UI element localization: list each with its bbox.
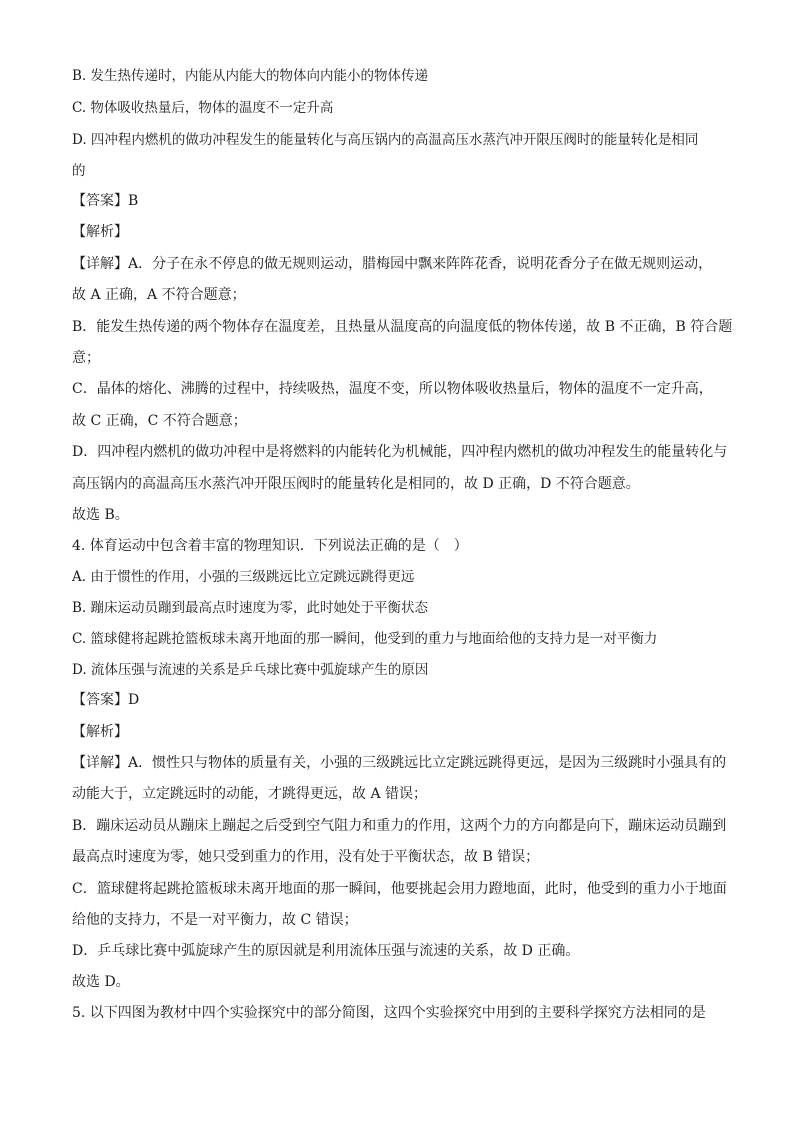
explanation-line: 故 C 正确，C 不符合题意； bbox=[72, 413, 247, 429]
question-4-option-b: B. 蹦床运动员蹦到最高点时速度为零，此时她处于平衡状态 bbox=[72, 600, 429, 616]
explanation-line: 【详解】A．惯性只与物体的质量有关，小强的三级跳远比立定跳远跳得更远，是因为三级跳时小强具有的 bbox=[72, 755, 727, 771]
option-b-line: B. 发生热传递时，内能从内能大的物体向内能小的物体传递 bbox=[72, 68, 429, 84]
analysis-label: 【解析】 bbox=[72, 724, 128, 740]
question-4-stem: 4. 体育运动中包含着丰富的物理知识．下列说法正确的是（ ） bbox=[72, 538, 468, 554]
explanation-line: 高压锅内的高温高压水蒸汽冲开限压阀时的能量转化是相同的，故 D 正确，D 不符合题意。 bbox=[72, 476, 640, 492]
option-c-line: C. 物体吸收热量后，物体的温度不一定升高 bbox=[72, 100, 334, 116]
answer-label: 【答案】B bbox=[72, 193, 139, 209]
option-d-line: D. 四冲程内燃机的做功冲程发生的能量转化与高压锅内的高温高压水蒸汽冲开限压阀时的能量转化是相同 bbox=[72, 132, 699, 148]
question-4-option-d: D. 流体压强与流速的关系是乒乓球比赛中弧旋球产生的原因 bbox=[72, 662, 429, 678]
conclusion-line: 故选 B。 bbox=[72, 507, 129, 523]
explanation-line: 意； bbox=[72, 350, 100, 366]
question-4-option-a: A. 由于惯性的作用，小强的三级跳远比立定跳远跳得更远 bbox=[72, 569, 415, 585]
explanation-line: 动能大于，立定跳远时的动能，才跳得更远，故 A 错误； bbox=[72, 786, 428, 802]
explanation-line: 给他的支持力，不是一对平衡力，故 C 错误； bbox=[72, 912, 358, 928]
explanation-line: 【详解】A．分子在永不停息的做无规则运动，腊梅园中飘来阵阵花香，说明花香分子在做无规则运动， bbox=[72, 256, 713, 272]
question-5-stem: 5. 以下四图为教材中四个实验探究中的部分简图，这四个实验探究中用到的主要科学探究方法相同的是 bbox=[72, 1005, 706, 1021]
conclusion-line: 故选 D。 bbox=[72, 974, 130, 990]
explanation-line: B．能发生热传递的两个物体存在温度差，且热量从温度高的向温度低的物体传递，故 B 不正确，B 符合题 bbox=[72, 319, 733, 335]
explanation-line: B．蹦床运动员从蹦床上蹦起之后受到空气阻力和重力的作用，这两个力的方向都是向下，蹦床运动员蹦到 bbox=[72, 818, 727, 834]
answer-label: 【答案】D bbox=[72, 692, 140, 708]
option-d-continuation: 的 bbox=[72, 163, 86, 179]
explanation-line: C．篮球健将起跳抢篮板球未离开地面的那一瞬间，他要挑起会用力蹬地面，此时，他受到的重力小于地面 bbox=[72, 881, 727, 897]
explanation-line: 最高点时速度为零，她只受到重力的作用，没有处于平衡状态，故 B 错误； bbox=[72, 849, 540, 865]
explanation-line: C．晶体的熔化、沸腾的过程中，持续吸热，温度不变，所以物体吸收热量后，物体的温度不一定升高， bbox=[72, 381, 713, 397]
explanation-line: D．四冲程内燃机的做功冲程中是将燃料的内能转化为机械能，四冲程内燃机的做功冲程发生的能量转化与 bbox=[72, 444, 728, 460]
explanation-line: D．乒乓球比赛中弧旋球产生的原因就是利用流体压强与流速的关系，故 D 正确。 bbox=[72, 943, 580, 959]
analysis-label: 【解析】 bbox=[72, 224, 128, 240]
explanation-line: 故 A 正确，A 不符合题意； bbox=[72, 287, 246, 303]
question-4-option-c: C. 篮球健将起跳抢篮板球未离开地面的那一瞬间，他受到的重力与地面给他的支持力是一对平衡力 bbox=[72, 631, 658, 647]
